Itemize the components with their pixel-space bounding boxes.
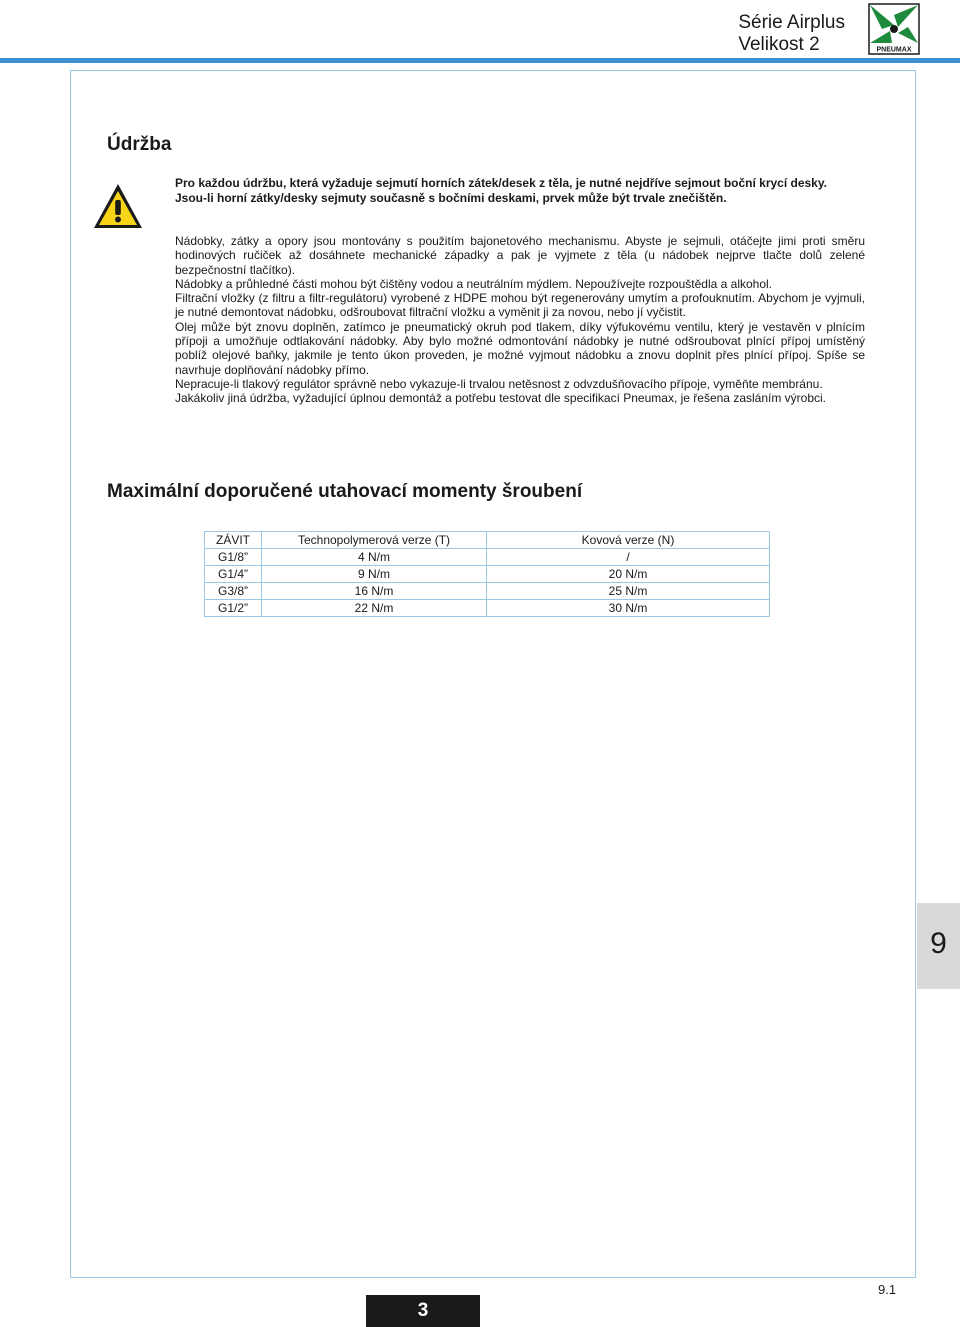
header-cell: ZÁVIT xyxy=(205,532,262,549)
pneumax-logo xyxy=(868,3,920,55)
table-header-row xyxy=(205,532,770,549)
paragraph: Filtrační vložky (z filtru a filtr-regulátoru) vyrobené z HDPE mohou být regenerovány umytím a profouknutím. Abychom je vyjmuli, je nutné demontovat nádobku, odšroubovat filtrační vložku a vyměnit ji za novou, nebo jí vyčistit. xyxy=(175,291,865,320)
torque-heading: Maximální doporučené utahovací momenty šroubení xyxy=(107,481,583,502)
header-title xyxy=(738,12,845,56)
table-row xyxy=(205,566,770,583)
paragraph: Nádobky, zátky a opory jsou montovány s použitím bajonetového mechanismu. Abyste je sejmuli, otáčejte jimi proti směru hodinových ručiček až dosáhnete mechanické západky a pak je vyjmete z těla (u nádobek nejprve tlačte dolů zelené bezpečnostní tlačítko). xyxy=(175,234,865,277)
page-box: 3 xyxy=(366,1295,480,1327)
table-cell: 22 N/m xyxy=(262,600,487,617)
warning-line: Pro každou údržbu, která vyžaduje sejmutí horních zátek/desek z těla, je nutné nejdříve sejmout boční krycí desky. xyxy=(175,176,827,190)
table-cell: 20 N/m xyxy=(487,566,770,583)
table-cell: G1/8” xyxy=(205,549,262,566)
paragraph: Olej může být znovu doplněn, zatímco je pneumatický okruh pod tlakem, díky výfukovému ventilu, který je vestavěn v plnícím přípoji a umožňuje odtlakování nádobky. Aby bylo možné odmontování nádobky je nutné odšroubovat plnící přípoj umístěný poblíž olejové baňky, jakmile je tento úkon proveden, je možné vyjmout nádobku a znovu doplnit přes plnící přípoj. Spíše se navrhuje doplňování nádobky přímo. xyxy=(175,319,865,377)
chapter-number: 9 xyxy=(930,927,947,960)
paragraph: Nepracuje-li tlakový regulátor správně nebo vykazuje-li trvalou netěsnost z odvzdušňovacího přípoje, vyměňte membránu. xyxy=(175,376,823,391)
maintenance-body xyxy=(175,234,865,406)
table-cell: 25 N/m xyxy=(487,583,770,600)
warning-text xyxy=(175,176,875,206)
chapter-tab xyxy=(917,903,960,989)
table-cell: G1/2” xyxy=(205,600,262,617)
maintenance-heading: Údržba xyxy=(107,134,172,155)
paragraph: Nádobky a průhledné části mohou být čištěny vodou a neutrálním mýdlem. Nepoužívejte rozpouštědla a alkohol. xyxy=(175,276,773,291)
table-cell: G3/8” xyxy=(205,583,262,600)
table-row xyxy=(205,583,770,600)
torque-table xyxy=(204,531,770,617)
page-number: 9.1 xyxy=(878,1282,897,1297)
table-row xyxy=(205,549,770,566)
warning-line: Jsou-li horní zátky/desky sejmuty současně s bočními deskami, prvek může být trvale znečištěn. xyxy=(175,191,727,205)
table-cell: 30 N/m xyxy=(487,600,770,617)
table-row xyxy=(205,600,770,617)
header-cell: Kovová verze (N) xyxy=(487,532,770,549)
table-cell: 4 N/m xyxy=(262,549,487,566)
table-cell: 16 N/m xyxy=(262,583,487,600)
table-cell: G1/4” xyxy=(205,566,262,583)
header-rule xyxy=(0,58,960,63)
size-label: Velikost 2 xyxy=(738,34,820,55)
paragraph: Jakákoliv jiná údržba, vyžadující úplnou demontáž a potřebu testovat dle specifikací Pneumax, je řešena zasláním výrobci. xyxy=(175,391,827,406)
series-name: Série Airplus xyxy=(738,12,845,33)
table-cell: / xyxy=(487,549,770,566)
warning-triangle-icon xyxy=(92,182,144,230)
logo-text: PNEUMAX xyxy=(876,46,912,54)
table-cell: 9 N/m xyxy=(262,566,487,583)
header-cell: Technopolymerová verze (T) xyxy=(262,532,487,549)
